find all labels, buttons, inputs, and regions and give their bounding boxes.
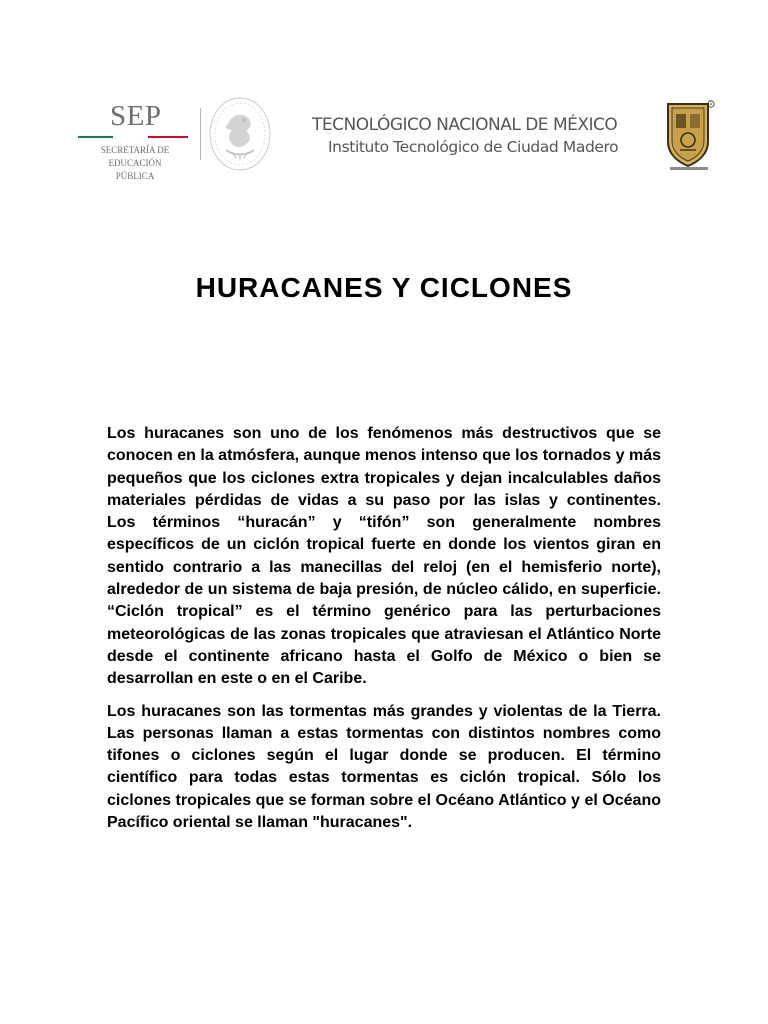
- sep-tricolor-bar: [78, 136, 188, 138]
- document-title: HURACANES Y CICLONES: [195, 272, 573, 303]
- sep-bar-green: [78, 136, 113, 138]
- sep-bar-red: [148, 136, 188, 138]
- svg-text:R: R: [709, 101, 713, 107]
- document-body: [107, 423, 661, 834]
- document-header: [0, 0, 768, 200]
- mexico-coat-of-arms-seal-icon: [206, 94, 274, 174]
- sep-logo: [78, 100, 188, 181]
- paragraph-3: Los huracanes son las tormentas más grandes y violentas de la Tierra. Las personas llaman a estas tormentas con distintos nombres como tifones o ciclones según el lugar donde se producen. El término científico para todas estas tormentas es ciclón tropical. Sólo los ciclones tropicales que se forman sobre el Océano Atlántico y el Océano Pacífico oriental se llaman "huracanes".: [107, 702, 661, 832]
- institution-name-line2: Instituto Tecnológico de Ciudad Madero: [328, 138, 619, 156]
- institution-name: [312, 114, 619, 158]
- paragraph-1: Los huracanes son uno de los fenómenos más destructivos que se conocen en la atmósfera, aunque menos intenso que los tornados y más pequeños que los ciclones extra tropicales y dejan incalculables daños materiales pérdidas de vidas a su paso por las islas y continentes.: [107, 425, 661, 509]
- sep-subtitle-line2: EDUCACIÓN PÚBLICA: [108, 158, 162, 181]
- paragraph-2: Los términos “huracán” y “tifón” son generalmente nombres específicos de un ciclón tropical fuerte en donde los vientos giran en sentido contrario a las manecillas del reloj (en el hemisferio norte), alrededor de un sistema de baja presión, de núcleo cálido, en superficie. “Ciclón tropical” es el término genérico para las perturbaciones meteorológicas de las zonas tropicales que atraviesan el Atlántico Norte desde el continente africano hasta el Golfo de México o bien se desarrollan en este o en el Caribe.: [107, 514, 661, 688]
- header-divider: [200, 108, 201, 160]
- sep-wordmark: SEP: [110, 100, 162, 132]
- itcm-shield-logo-icon: [662, 98, 716, 172]
- sep-subtitle: [92, 144, 178, 183]
- institution-name-line1: TECNOLÓGICO NACIONAL DE MÉXICO: [312, 115, 618, 135]
- sep-bar-white: [113, 136, 148, 138]
- sep-subtitle-line1: SECRETARÍA DE: [100, 145, 170, 155]
